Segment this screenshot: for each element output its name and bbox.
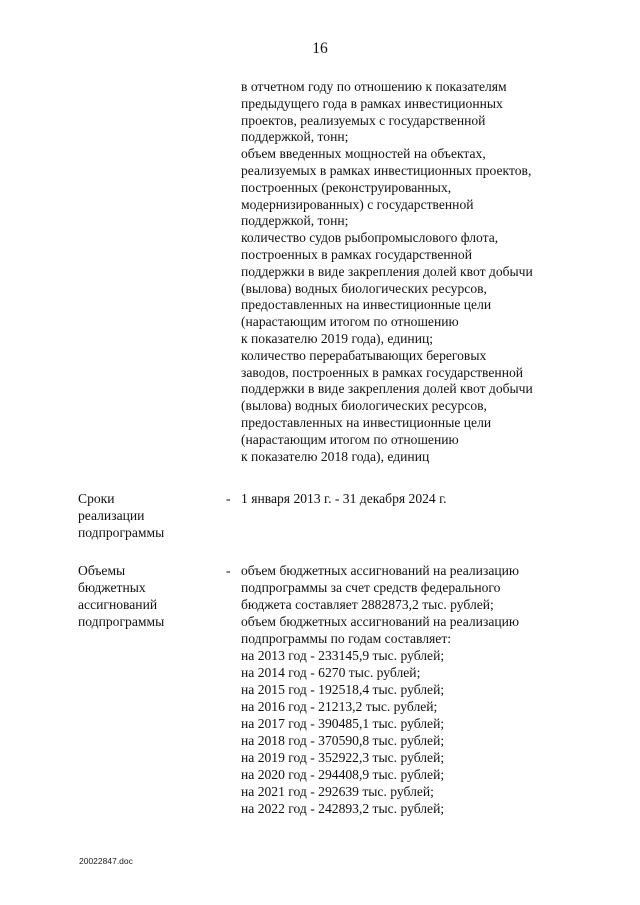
budget-year-line: на 2013 год - 233145,9 тыс. рублей; xyxy=(241,648,445,663)
terms-label-line: подпрограммы xyxy=(78,525,165,540)
terms-dash: - xyxy=(226,491,231,506)
budget-year-line: на 2018 год - 370590,8 тыс. рублей; xyxy=(241,733,445,748)
text-line: к показателю 2018 года), единиц xyxy=(241,448,430,464)
text-line: модернизированных) с государственной xyxy=(241,196,474,212)
terms-label-line: Сроки xyxy=(78,491,115,506)
budget-label xyxy=(78,562,218,630)
budget-year-line: на 2022 год - 242893,2 тыс. рублей; xyxy=(241,801,445,816)
budget-dash: - xyxy=(226,563,231,578)
text-line: поддержкой, тонн; xyxy=(241,129,349,145)
budget-label-line: Объемы xyxy=(78,563,126,578)
budget-line: подпрограммы по годам составляет: xyxy=(241,631,452,646)
budget-label-line: бюджетных xyxy=(78,580,146,595)
text-line: проектов, реализуемых с государственной xyxy=(241,112,486,128)
text-line: реализуемых в рамках инвестиционных проектов, xyxy=(241,162,532,178)
text-line: (вылова) водных биологических ресурсов, xyxy=(241,280,487,296)
budget-line: объем бюджетных ассигнований на реализацию xyxy=(241,614,520,629)
budget-line: бюджета составляет 2882873,2 тыс. рублей; xyxy=(241,597,494,612)
text-line: предоставленных на инвестиционные цели xyxy=(241,297,492,313)
page-number: 16 xyxy=(312,40,328,57)
budget-year-line: на 2021 год - 292639 тыс. рублей; xyxy=(241,784,434,799)
budget-year-line: на 2017 год - 390485,1 тыс. рублей; xyxy=(241,716,445,731)
budget-label-line: ассигнований xyxy=(78,597,158,612)
text-line: к показателю 2019 года), единиц; xyxy=(241,330,434,346)
text-line: (нарастающим итогом по отношению xyxy=(241,314,459,330)
budget-line: подпрограммы за счет средств федерального xyxy=(241,580,501,595)
text-line: поддержкой, тонн; xyxy=(241,213,349,229)
budget-year-line: на 2019 год - 352922,3 тыс. рублей; xyxy=(241,750,445,765)
budget-line: объем бюджетных ассигнований на реализацию xyxy=(241,563,520,578)
text-line: в отчетном году по отношению к показателям xyxy=(241,79,507,94)
text-line: предыдущего года в рамках инвестиционных xyxy=(241,95,503,111)
text-line: (нарастающим итогом по отношению xyxy=(241,431,459,447)
terms-label-line: реализации xyxy=(78,508,145,523)
terms-value xyxy=(241,490,581,507)
document-id-footer: 20022847.doc xyxy=(79,856,133,866)
terms-label xyxy=(78,490,218,541)
text-line: количество судов рыбопромыслового флота, xyxy=(241,230,499,246)
text-line: построенных (реконструированных, xyxy=(241,179,452,195)
text-line: поддержки в виде закрепления долей квот добычи xyxy=(241,381,533,397)
text-line: построенных в рамках государственной xyxy=(241,246,472,262)
budget-label-line: подпрограммы xyxy=(78,614,165,629)
text-line: поддержки в виде закрепления долей квот добычи xyxy=(241,263,533,279)
text-line: количество перерабатывающих береговых xyxy=(241,347,487,363)
text-line: предоставленных на инвестиционные цели xyxy=(241,414,492,430)
text-line: объем введенных мощностей на объектах, xyxy=(241,146,486,162)
budget-year-line: на 2020 год - 294408,9 тыс. рублей; xyxy=(241,767,445,782)
budget-year-line: на 2015 год - 192518,4 тыс. рублей; xyxy=(241,682,445,697)
text-line: (вылова) водных биологических ресурсов, xyxy=(241,398,487,414)
budget-value xyxy=(241,562,581,817)
indicators-text-block xyxy=(241,79,571,465)
budget-year-line: на 2016 год - 21213,2 тыс. рублей; xyxy=(241,699,438,714)
budget-year-line: на 2014 год - 6270 тыс. рублей; xyxy=(241,665,421,680)
terms-value-text: 1 января 2013 г. - 31 декабря 2024 г. xyxy=(241,491,447,506)
text-line: заводов, построенных в рамках государственной xyxy=(241,364,524,380)
